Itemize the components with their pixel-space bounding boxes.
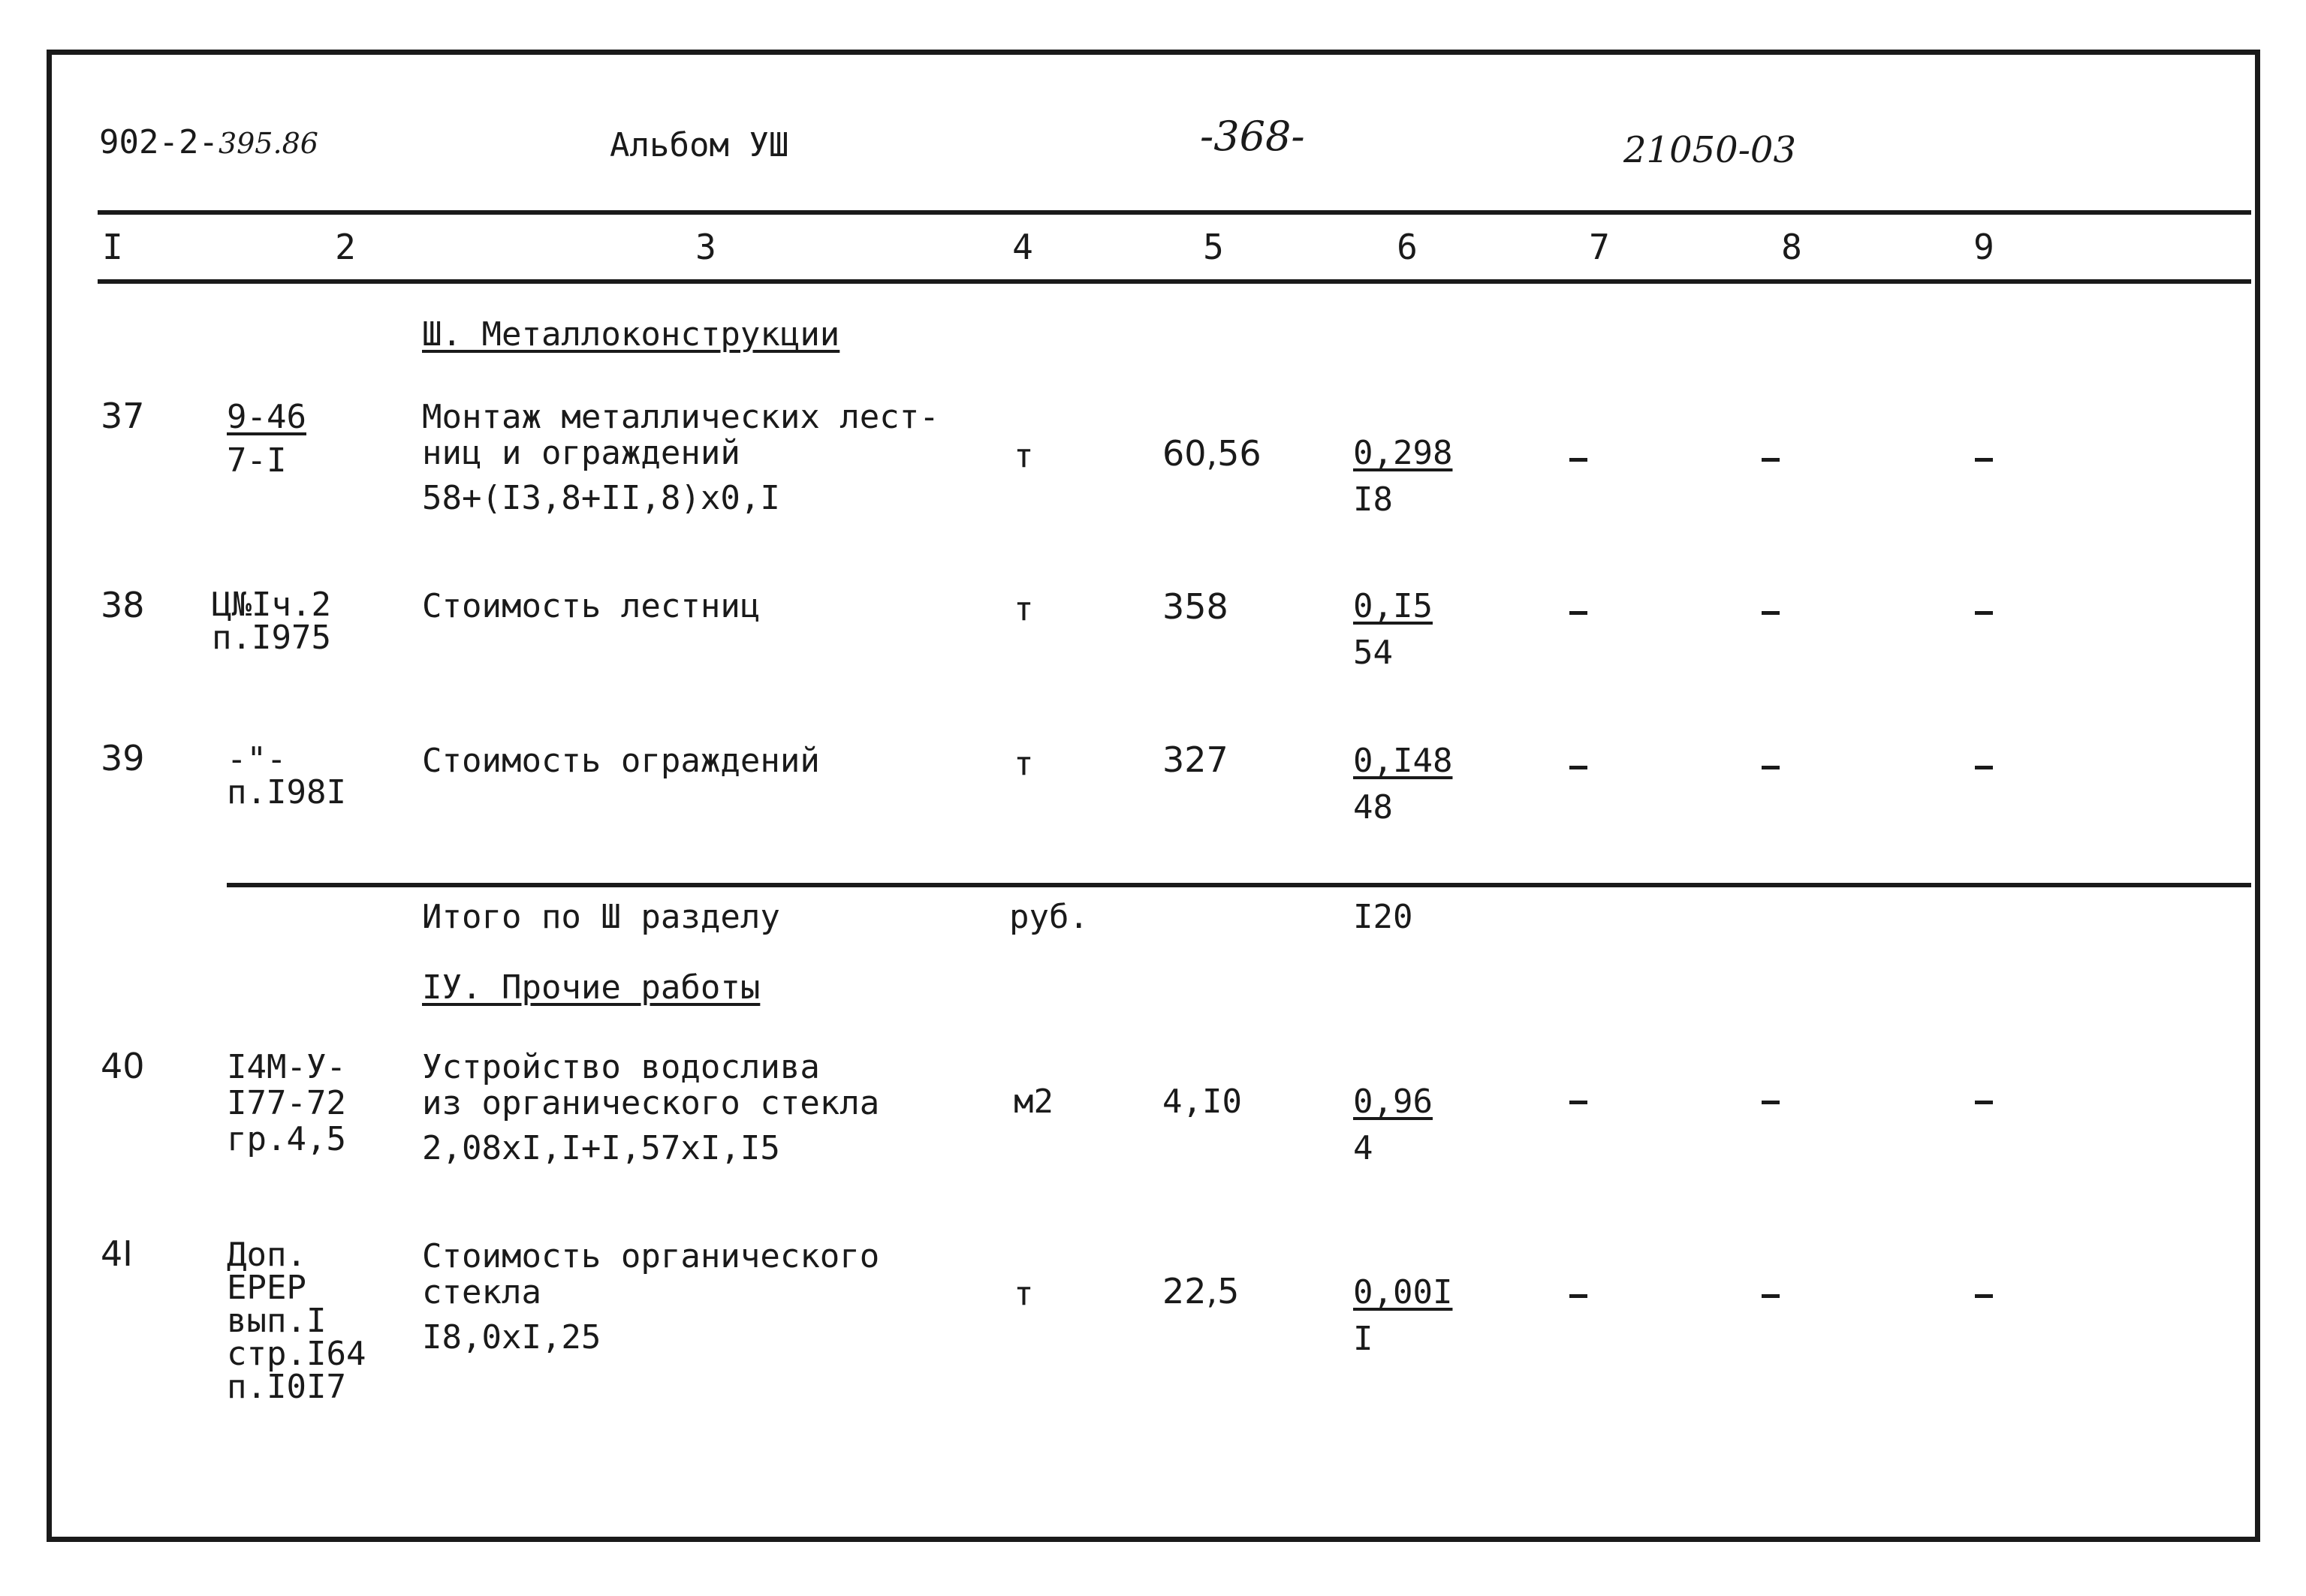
row-reference: Ц№Iч.2 п.I975 [212, 586, 331, 657]
row-description: Монтаж металлических лест- ниц и ограждений 58+(I3,8+II,8)x0,I [422, 398, 939, 517]
row-price: 0,298 I8 [1353, 434, 1453, 519]
empty-cell-dash [1569, 766, 1587, 769]
row-number: 37 [101, 396, 145, 436]
empty-cell-dash [1762, 766, 1780, 769]
header-rule-bottom [98, 279, 2251, 284]
page-frame [47, 50, 2260, 1542]
row-unit: т [1014, 1275, 1034, 1313]
row-price: 0,I48 48 [1353, 742, 1453, 827]
row-quantity: 358 [1162, 586, 1228, 627]
row-number: 40 [101, 1046, 145, 1086]
total-label: Итого по Ш разделу [422, 898, 780, 936]
empty-cell-dash [1569, 611, 1587, 615]
column-header-7: 7 [1589, 227, 1610, 267]
column-header-6: 6 [1397, 227, 1418, 267]
section-3-title: Ш. Металлоконструкции [422, 315, 840, 354]
row-quantity: 60,56 [1162, 433, 1262, 474]
empty-cell-dash [1975, 611, 1993, 615]
column-header-5: 5 [1203, 227, 1224, 267]
empty-cell-dash [1569, 1294, 1587, 1298]
header-rule-top [98, 210, 2251, 215]
row-description: Устройство водослива из органического стекла 2,08xI,I+I,57xI,I5 [422, 1048, 880, 1167]
page-number: -368- [1200, 113, 1305, 160]
doc-code-prefix: 902-2- [99, 123, 219, 161]
empty-cell-dash [1569, 1101, 1587, 1104]
row-description: Стоимость ограждений [422, 742, 820, 780]
empty-cell-dash [1975, 1294, 1993, 1298]
row-description: Стоимость органического стекла I8,0xI,25 [422, 1237, 880, 1357]
section-4-title: IУ. Прочие работы [422, 968, 761, 1007]
column-header-4: 4 [1012, 227, 1033, 267]
doc-code-handwritten: 395.86 [218, 127, 318, 160]
row-description: Стоимость лестниц [422, 587, 761, 625]
row-quantity: 4,I0 [1162, 1083, 1242, 1121]
row-reference: Доп. ЕРЕР вып.I стр.I64 п.I0I7 [227, 1236, 366, 1406]
row-price: 0,I5 54 [1353, 587, 1433, 672]
column-header-9: 9 [1973, 227, 1994, 267]
empty-cell-dash [1762, 1294, 1780, 1298]
column-header-1: I [102, 227, 123, 267]
row-price: 0,96 4 [1353, 1083, 1433, 1167]
row-number: 38 [101, 585, 145, 625]
row-unit: т [1014, 437, 1034, 475]
row-quantity: 327 [1162, 739, 1228, 780]
row-reference: I4M-У- I77-72 гр.4,5 [227, 1048, 346, 1158]
album-title: Альбом УШ [610, 126, 789, 164]
empty-cell-dash [1762, 458, 1780, 462]
empty-cell-dash [1975, 766, 1993, 769]
total-value: I20 [1353, 898, 1413, 936]
row-reference: 9-46 7-I [227, 398, 306, 480]
empty-cell-dash [1762, 611, 1780, 615]
empty-cell-dash [1762, 1101, 1780, 1104]
document-number: 21050-03 [1623, 129, 1796, 171]
column-header-3: 3 [695, 227, 716, 267]
row-unit: т [1014, 745, 1034, 783]
column-header-8: 8 [1781, 227, 1802, 267]
row-price: 0,00I I [1353, 1273, 1453, 1358]
row-unit: т [1014, 590, 1034, 628]
empty-cell-dash [1569, 458, 1587, 462]
row-unit: м2 [1014, 1083, 1054, 1121]
doc-code [99, 123, 318, 161]
row-number: 4I [101, 1233, 133, 1274]
subtotal-rule [227, 883, 2251, 887]
column-header-2: 2 [335, 227, 356, 267]
total-unit: руб. [1009, 898, 1089, 936]
row-number: 39 [101, 738, 145, 778]
row-reference: -"- п.I98I [227, 740, 346, 812]
row-quantity: 22,5 [1162, 1271, 1240, 1311]
empty-cell-dash [1975, 458, 1993, 462]
empty-cell-dash [1975, 1101, 1993, 1104]
